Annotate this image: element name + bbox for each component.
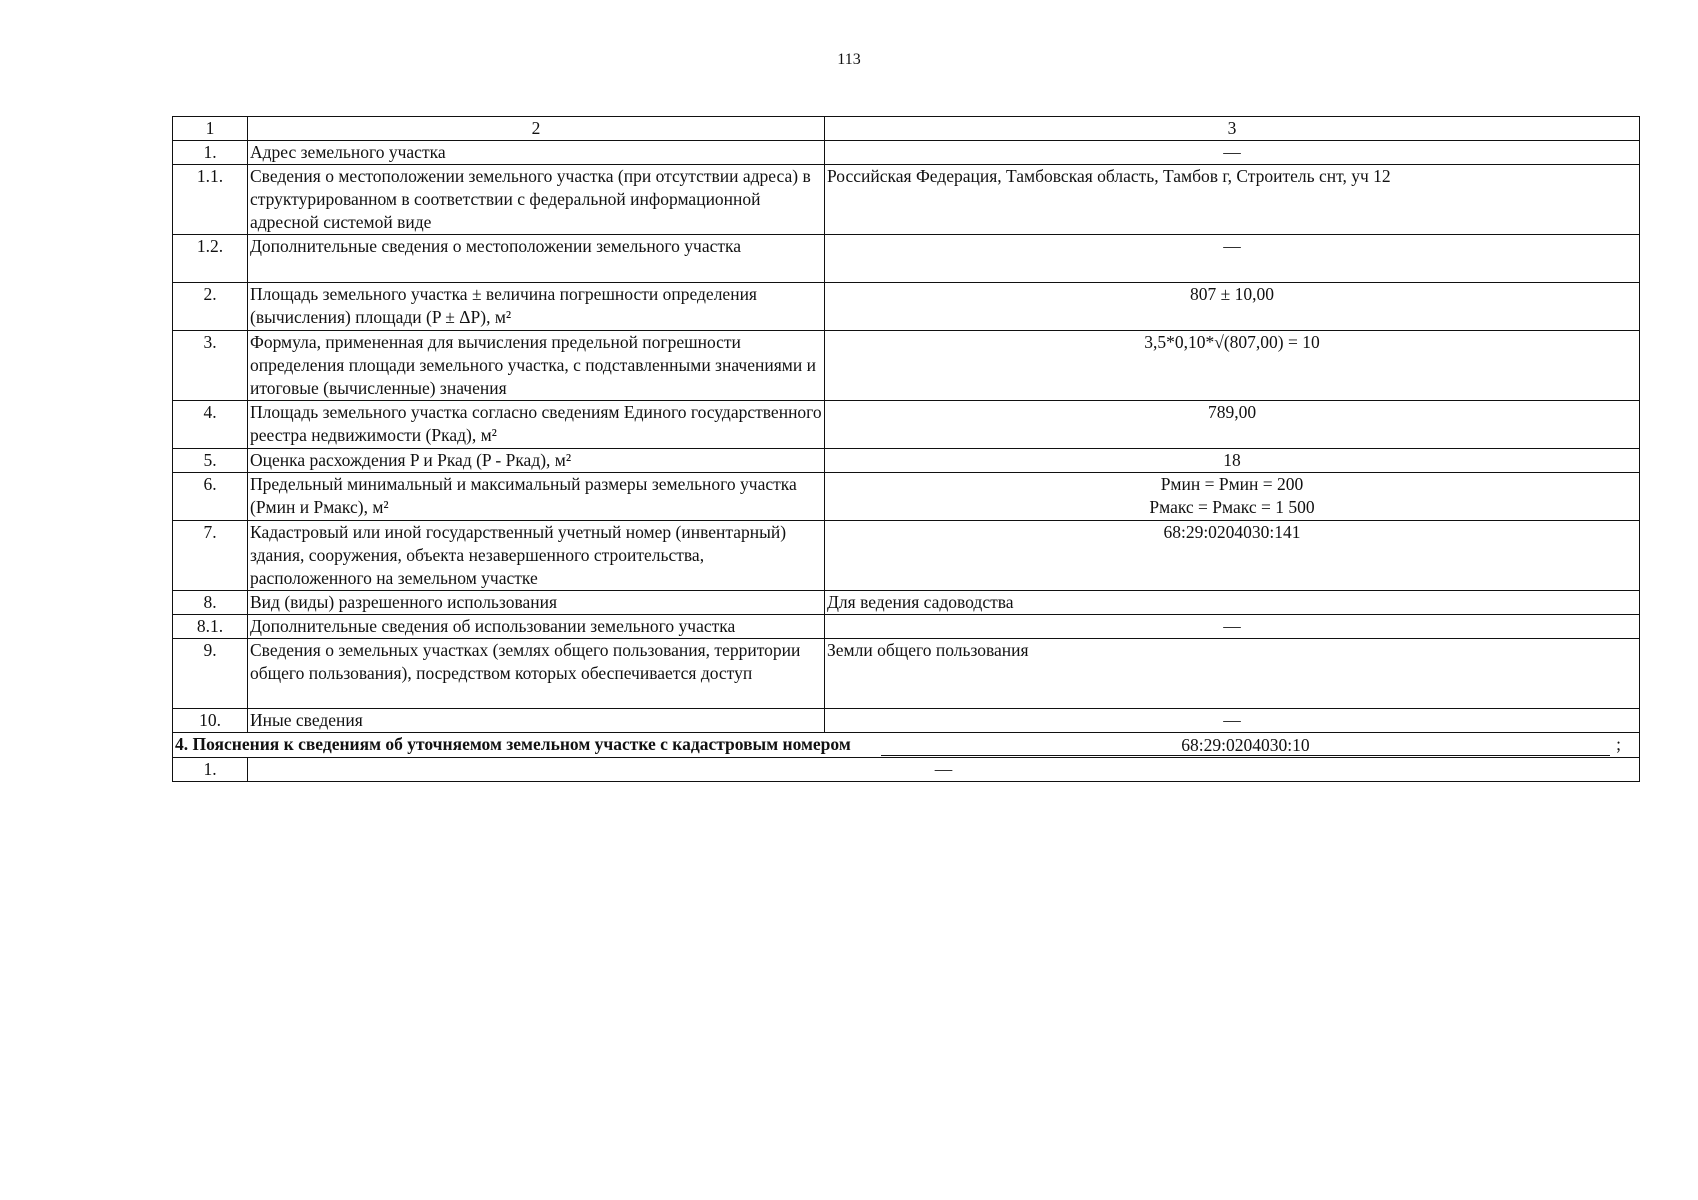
table-row bbox=[173, 449, 1640, 473]
row-number: 3. bbox=[173, 331, 248, 401]
table-row bbox=[173, 165, 1640, 235]
table-row bbox=[173, 758, 1640, 782]
section-4-header bbox=[173, 733, 1640, 758]
row-value: 789,00 bbox=[825, 401, 1640, 449]
row-label: Дополнительные сведения об использовании земельного участка bbox=[248, 615, 825, 639]
row-label: Кадастровый или иной государственный учетный номер (инвентарный) здания, сооружения, объекта незавершенного строительства, расположенного на земельном участке bbox=[248, 521, 825, 591]
row-number: 5. bbox=[173, 449, 248, 473]
row-value: 68:29:0204030:141 bbox=[825, 521, 1640, 591]
header-col-1: 1 bbox=[173, 117, 248, 141]
page-number: 113 bbox=[837, 51, 861, 68]
row-value bbox=[825, 473, 1640, 521]
row-value: — bbox=[248, 758, 1640, 782]
row-number: 9. bbox=[173, 639, 248, 709]
max-size-value: Pмакс = Pмакс = 1 500 bbox=[1149, 497, 1315, 517]
row-label: Предельный минимальный и максимальный размеры земельного участка (Pмин и Pмакс), м² bbox=[248, 473, 825, 521]
row-number: 10. bbox=[173, 709, 248, 733]
section-4-terminator: ; bbox=[1616, 734, 1621, 754]
row-number: 8. bbox=[173, 591, 248, 615]
row-number: 1.2. bbox=[173, 235, 248, 283]
row-number: 4. bbox=[173, 401, 248, 449]
row-value: — bbox=[825, 141, 1640, 165]
row-label: Иные сведения bbox=[248, 709, 825, 733]
row-value: 18 bbox=[825, 449, 1640, 473]
table-row bbox=[173, 283, 1640, 331]
row-label: Оценка расхождения P и Pкад (P - Pкад), м² bbox=[248, 449, 825, 473]
row-label: Дополнительные сведения о местоположении земельного участка bbox=[248, 235, 825, 283]
table-row bbox=[173, 235, 1640, 283]
table-row bbox=[173, 639, 1640, 709]
min-size-value: Pмин = Pмин = 200 bbox=[1160, 474, 1304, 494]
row-number: 2. bbox=[173, 283, 248, 331]
section-4-cadastral-number: 68:29:0204030:10 bbox=[881, 735, 1610, 756]
table-row bbox=[173, 709, 1640, 733]
row-number: 1. bbox=[173, 141, 248, 165]
table-row bbox=[173, 473, 1640, 521]
table-row bbox=[173, 141, 1640, 165]
header-col-3: 3 bbox=[825, 117, 1640, 141]
table-row bbox=[173, 521, 1640, 591]
table-row bbox=[173, 615, 1640, 639]
row-label: Адрес земельного участка bbox=[248, 141, 825, 165]
row-value: Для ведения садоводства bbox=[825, 591, 1640, 615]
row-number: 1. bbox=[173, 758, 248, 782]
row-value: 3,5*0,10*√(807,00) = 10 bbox=[825, 331, 1640, 401]
row-label: Формула, примененная для вычисления предельной погрешности определения площади земельного участка, с подставленными значениями и итоговые (вычисленные) значения bbox=[248, 331, 825, 401]
row-value: — bbox=[825, 709, 1640, 733]
row-label: Площадь земельного участка ± величина погрешности определения (вычисления) площади (P ± ΔP), м² bbox=[248, 283, 825, 331]
row-number: 7. bbox=[173, 521, 248, 591]
table-row bbox=[173, 331, 1640, 401]
row-label: Площадь земельного участка согласно сведениям Единого государственного реестра недвижимости (Pкад), м² bbox=[248, 401, 825, 449]
row-label: Вид (виды) разрешенного использования bbox=[248, 591, 825, 615]
section-4-title: 4. Пояснения к сведениям об уточняемом земельном участке с кадастровым номером bbox=[175, 734, 851, 754]
row-value: — bbox=[825, 615, 1640, 639]
row-value: Земли общего пользования bbox=[825, 639, 1640, 709]
table-row bbox=[173, 401, 1640, 449]
row-number: 8.1. bbox=[173, 615, 248, 639]
header-col-2: 2 bbox=[248, 117, 825, 141]
row-value: 807 ± 10,00 bbox=[825, 283, 1640, 331]
row-value: Российская Федерация, Тамбовская область, Тамбов г, Строитель снт, уч 12 bbox=[825, 165, 1640, 235]
table-header-row bbox=[173, 117, 1640, 141]
row-value: — bbox=[825, 235, 1640, 283]
row-number: 1.1. bbox=[173, 165, 248, 235]
row-label: Сведения о земельных участках (землях общего пользования, территории общего пользования), посредством которых обеспечивается доступ bbox=[248, 639, 825, 709]
table-row bbox=[173, 591, 1640, 615]
row-label: Сведения о местоположении земельного участка (при отсутствии адреса) в структурированном в соответствии с федеральной информационной адресной системой виде bbox=[248, 165, 825, 235]
land-plot-info-table bbox=[172, 116, 1640, 782]
section-4-header-row bbox=[173, 733, 1640, 758]
row-number: 6. bbox=[173, 473, 248, 521]
